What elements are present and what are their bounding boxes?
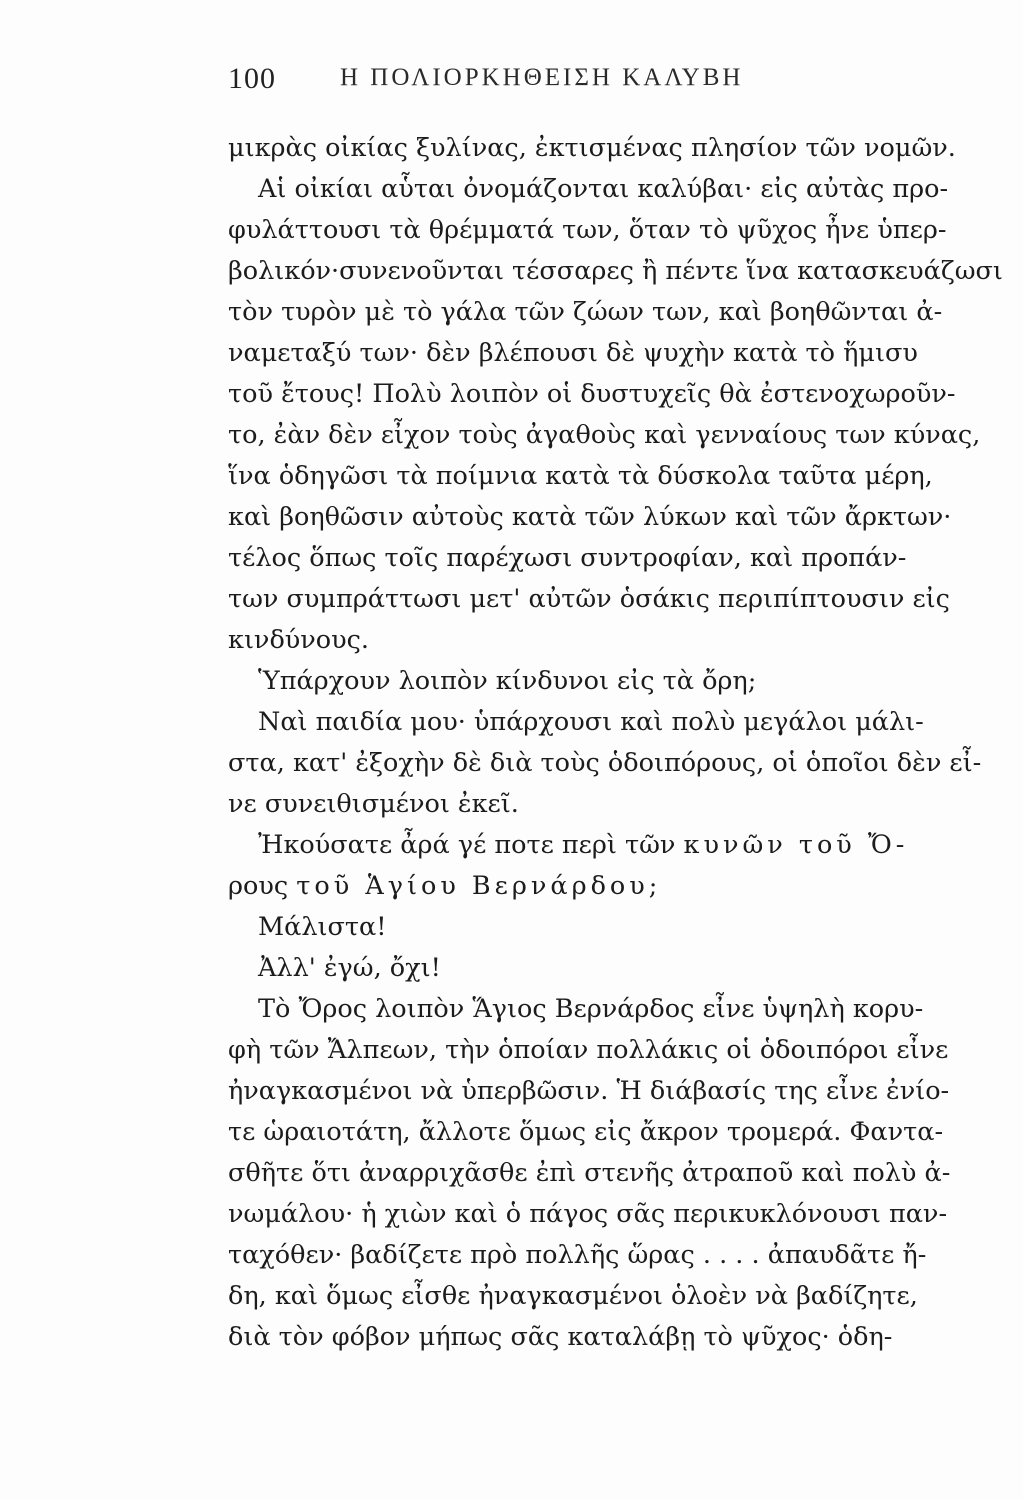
text-line: τε ὡραιοτάτη, ἄλλοτε ὅμως εἰς ἄκρον τρομερά. Φαντα- — [228, 1117, 944, 1147]
running-title: Η ΠΟΛΙΟΡΚΗΘΕΙΣΗ ΚΑΛΥΒΗ — [340, 64, 744, 91]
text-line: καὶ βοηθῶσιν αὐτοὺς κατὰ τῶν λύκων καὶ τῶν ἄρκτων· — [228, 502, 952, 532]
text-fragment: ρους — [228, 871, 289, 901]
text-line: ταχόθεν· βαδίζετε πρὸ πολλῆς ὥρας . . . . ἀπαυδᾶτε ἤ- — [228, 1240, 927, 1270]
text-line: φυλάττουσι τὰ θρέμματά των, ὅταν τὸ ψῦχος ἦνε ὑπερ- — [228, 215, 947, 245]
spaced-phrase: τοῦ Ἁγίου Βερνάρδου; — [296, 871, 662, 901]
text-fragment: Ἠκούσατε ἆρά γέ ποτε περὶ τῶν — [258, 830, 676, 860]
text-line: μικρὰς οἰκίας ξυλίνας, ἐκτισμένας πλησίον τῶν νομῶν. — [228, 133, 956, 163]
text-line: νωμάλου· ἡ χιὼν καὶ ὁ πάγος σᾶς περικυκλόνουσι παν- — [228, 1199, 948, 1229]
text-line: τὸν τυρὸν μὲ τὸ γάλα τῶν ζώων των, καὶ βοηθῶνται ἀ- — [228, 297, 943, 327]
text-line: Μάλιστα! — [258, 912, 387, 942]
text-line: ἠναγκασμένοι νὰ ὑπερβῶσιν. Ἡ διάβασίς της εἶνε ἐνίο- — [228, 1076, 950, 1106]
text-line — [228, 866, 890, 907]
text-line: το, ἐὰν δὲν εἶχον τοὺς ἀγαθοὺς καὶ γενναίους των κύνας, — [228, 420, 981, 450]
text-line: Αἱ οἰκίαι αὗται ὀνομάζονται καλύβαι· εἰς αὐτὰς προ- — [258, 174, 949, 204]
text-line — [228, 825, 909, 866]
spaced-phrase: κυνῶν τοῦ Ὄ- — [683, 830, 909, 860]
text-line: Τὸ Ὄρος λοιπὸν Ἅγιος Βερνάρδος εἶνε ὑψηλὴ κορυ- — [258, 994, 924, 1024]
text-line: φὴ τῶν Ἄλπεων, τὴν ὁποίαν πολλάκις οἱ ὁδοιπόροι εἶνε — [228, 1035, 949, 1065]
page-number: 100 — [228, 62, 276, 95]
text-line: των συμπράττωσι μετ' αὐτῶν ὁσάκις περιπίπτουσιν εἰς — [228, 584, 950, 614]
text-line: δη, καὶ ὅμως εἶσθε ἠναγκασμένοι ὁλοὲν νὰ βαδίζητε, — [228, 1281, 918, 1311]
text-line: τοῦ ἔτους! Πολὺ λοιπὸν οἱ δυστυχεῖς θὰ ἐστενοχωροῦν- — [228, 379, 956, 409]
text-line: Ναὶ παιδία μου· ὑπάρχουσι καὶ πολὺ μεγάλοι μάλι- — [258, 707, 924, 737]
text-line: βολικόν·συνενοῦνται τέσσαρες ἢ πέντε ἵνα κατασκευάζωσι — [228, 256, 1003, 286]
body-text — [228, 128, 1003, 1358]
text-line: Ἀλλ' ἐγώ, ὄχι! — [258, 953, 441, 983]
text-line: Ὑπάρχουν λοιπὸν κίνδυνοι εἰς τὰ ὄρη; — [258, 666, 757, 696]
text-line: ἵνα ὁδηγῶσι τὰ ποίμνια κατὰ τὰ δύσκολα ταῦτα μέρη, — [228, 461, 933, 491]
text-line: σθῆτε ὅτι ἀναρριχᾶσθε ἐπὶ στενῆς ἀτραποῦ καὶ πολὺ ἀ- — [228, 1158, 951, 1188]
text-line: κινδύνους. — [228, 625, 370, 655]
text-line: ναμεταξύ των· δὲν βλέπουσι δὲ ψυχὴν κατὰ τὸ ἥμισυ — [228, 338, 918, 368]
text-line: τέλος ὅπως τοῖς παρέχωσι συντροφίαν, καὶ προπάν- — [228, 543, 907, 573]
page-header — [228, 62, 848, 102]
text-line: διὰ τὸν φόβον μήπως σᾶς καταλάβῃ τὸ ψῦχος· ὁδη- — [228, 1322, 893, 1352]
text-line: νε συνειθισμένοι ἐκεῖ. — [228, 789, 519, 819]
text-line: στα, κατ' ἐξοχὴν δὲ διὰ τοὺς ὁδοιπόρους, οἱ ὁποῖοι δὲν εἶ- — [228, 748, 982, 778]
